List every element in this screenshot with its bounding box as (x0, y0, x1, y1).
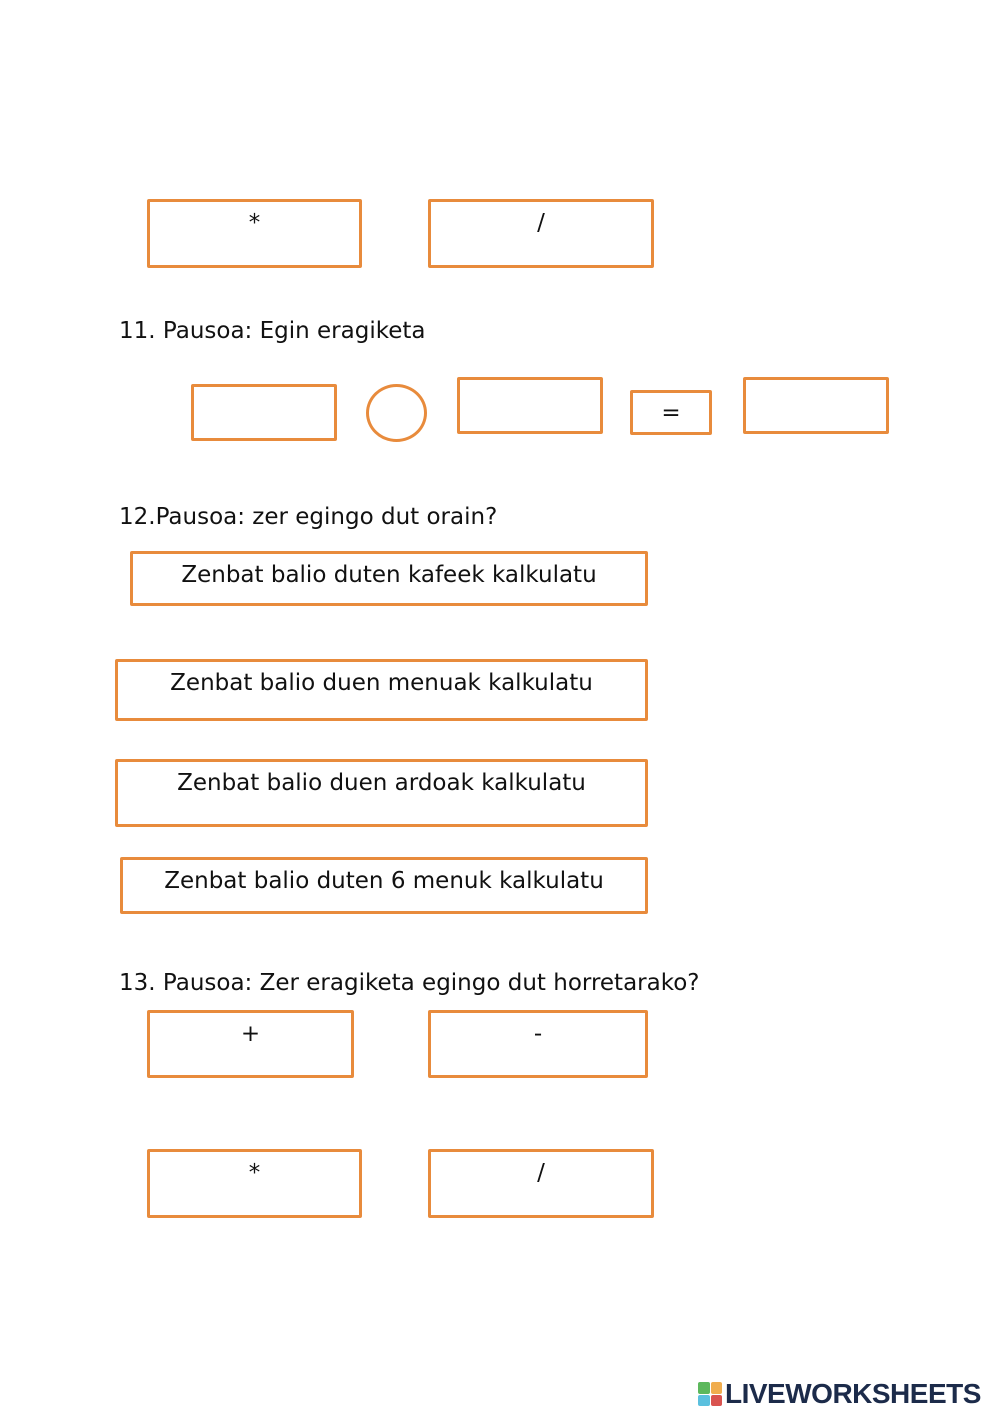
operator-slot-circle[interactable] (366, 384, 427, 442)
operator-multiply-button[interactable] (147, 1149, 362, 1218)
logo-tile (698, 1395, 710, 1407)
operand-1-input[interactable] (191, 384, 337, 441)
option-label: Zenbat balio duen menuak kalkulatu (170, 670, 593, 696)
equals-sign-box (630, 390, 712, 435)
liveworksheets-logo-icon (698, 1382, 722, 1406)
operator-plus-button[interactable] (147, 1010, 354, 1078)
option-coffees-button[interactable] (130, 551, 648, 606)
operator-label: * (248, 1160, 261, 1186)
option-menu-button[interactable] (115, 659, 648, 721)
option-six-menus-button[interactable] (120, 857, 648, 914)
step-13-title: 13. Pausoa: Zer eragiketa egingo dut horretarako? (119, 970, 700, 996)
operator-multiply-button-s10[interactable] (147, 199, 362, 268)
option-wine-button[interactable] (115, 759, 648, 827)
option-label: Zenbat balio duten kafeek kalkulatu (181, 562, 597, 588)
operator-minus-button[interactable] (428, 1010, 648, 1078)
step-11-title: 11. Pausoa: Egin eragiketa (119, 318, 426, 344)
result-input[interactable] (743, 377, 889, 434)
logo-text: LIVEWORKSHEETS (725, 1378, 981, 1409)
equals-label: = (661, 399, 681, 426)
step-12-title: 12.Pausoa: zer egingo dut orain? (119, 504, 498, 530)
operator-label: + (240, 1021, 261, 1047)
operator-label: * (248, 210, 261, 236)
option-label: Zenbat balio duten 6 menuk kalkulatu (164, 868, 604, 894)
operator-label: / (537, 1160, 545, 1186)
option-label: Zenbat balio duen ardoak kalkulatu (177, 770, 586, 796)
operator-divide-button[interactable] (428, 1149, 654, 1218)
operator-label: - (533, 1021, 543, 1047)
operator-divide-button-s10[interactable] (428, 199, 654, 268)
operand-2-input[interactable] (457, 377, 603, 434)
logo-tile (711, 1382, 723, 1394)
logo-tile (711, 1395, 723, 1407)
logo-tile (698, 1382, 710, 1394)
operator-label: / (537, 210, 545, 236)
liveworksheets-logo (698, 1378, 981, 1410)
